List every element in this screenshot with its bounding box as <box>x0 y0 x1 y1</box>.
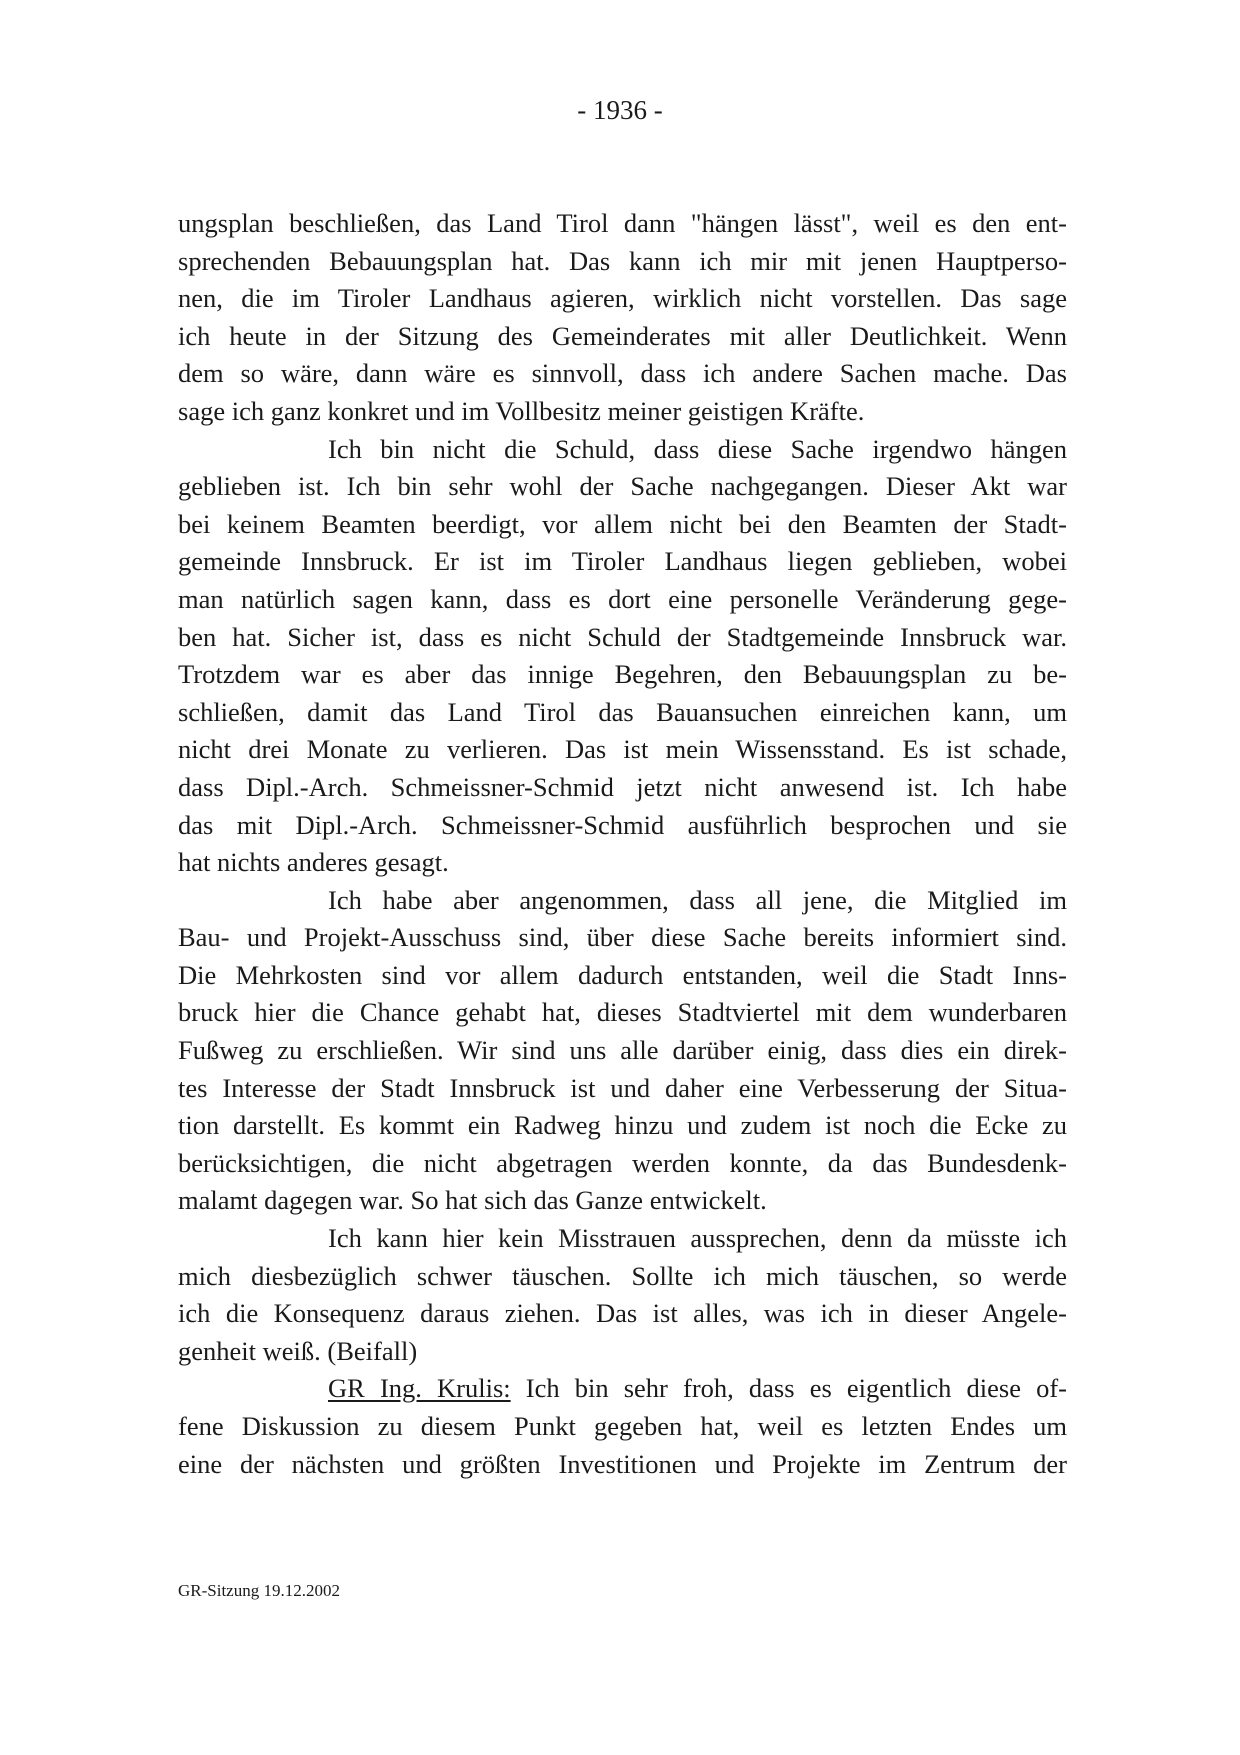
text-line: Die Mehrkosten sind vor allem dadurch entstanden, weil die Stadt Inns- <box>178 959 1067 990</box>
text-line: nicht drei Monate zu verlieren. Das ist mein Wissensstand. Es ist schade, <box>178 734 1067 765</box>
text-line: schließen, damit das Land Tirol das Bauansuchen einreichen kann, um <box>178 696 1067 727</box>
text-line: genheit weiß. (Beifall) <box>178 1335 418 1366</box>
text-line: hat nichts anderes gesagt. <box>178 847 449 878</box>
text-line: malamt dagegen war. So hat sich das Ganze entwickelt. <box>178 1185 767 1216</box>
paragraph <box>178 882 1067 1220</box>
text-line: dass Dipl.-Arch. Schmeissner-Schmid jetzt nicht anwesend ist. Ich habe <box>178 771 1067 802</box>
text-line: ich heute in der Sitzung des Gemeinderates mit aller Deutlichkeit. Wenn <box>178 320 1067 351</box>
text-line: fene Diskussion zu diesem Punkt gegeben hat, weil es letzten Endes um <box>178 1411 1067 1441</box>
text-line: Ich kann hier kein Misstrauen aussprechen, denn da müsste ich <box>328 1223 1067 1254</box>
paragraph <box>178 1220 1067 1370</box>
text-line: Ich habe aber angenommen, dass all jene, die Mitglied im <box>328 884 1067 915</box>
page-number: - 1936 - <box>577 95 663 125</box>
text-line: sprechenden Bebauungsplan hat. Das kann ich mir mit jenen Hauptperso- <box>178 245 1067 276</box>
text-line: bruck hier die Chance gehabt hat, dieses Stadtviertel mit dem wunderbaren <box>178 997 1067 1028</box>
text-line: berücksichtigen, die nicht abgetragen werden konnte, da das Bundesdenk- <box>178 1147 1067 1178</box>
text-line: ben hat. Sicher ist, dass es nicht Schuld der Stadtgemeinde Innsbruck war. <box>178 621 1067 652</box>
page-footer: GR-Sitzung 19.12.2002 <box>178 1581 340 1600</box>
text-line: sage ich ganz konkret und im Vollbesitz meiner geistigen Kräfte. <box>178 395 865 426</box>
text-line: nen, die im Tiroler Landhaus agieren, wirklich nicht vorstellen. Das sage <box>178 283 1067 314</box>
text-line: man natürlich sagen kann, dass es dort eine personelle Veränderung gege- <box>178 583 1067 614</box>
text-line: Trotzdem war es aber das innige Begehren, den Bebauungsplan zu be- <box>178 659 1067 690</box>
speaker-name: GR Ing. Krulis: <box>328 1373 511 1404</box>
document-body <box>178 205 1067 1483</box>
text-line: gemeinde Innsbruck. Er ist im Tiroler Landhaus liegen geblieben, wobei <box>178 546 1067 577</box>
text-line: eine der nächsten und größten Investitionen und Projekte im Zentrum der <box>178 1448 1067 1479</box>
text-line: tion darstellt. Es kommt ein Radweg hinzu und zudem ist noch die Ecke zu <box>178 1110 1067 1141</box>
paragraph <box>178 205 1067 431</box>
speech-paragraph <box>178 1370 1067 1483</box>
paragraph <box>178 431 1067 882</box>
text-line: ich die Konsequenz daraus ziehen. Das ist alles, was ich in dieser Angele- <box>178 1298 1067 1329</box>
text-line: tes Interesse der Stadt Innsbruck ist und daher eine Verbesserung der Situa- <box>178 1072 1067 1103</box>
text-line: Fußweg zu erschließen. Wir sind uns alle darüber einig, dass dies ein direk- <box>178 1035 1067 1066</box>
text-line: Bau- und Projekt-Ausschuss sind, über diese Sache bereits informiert sind. <box>178 922 1067 953</box>
text-line: das mit Dipl.-Arch. Schmeissner-Schmid ausführlich besprochen und sie <box>178 809 1067 840</box>
text-line: ungsplan beschließen, das Land Tirol dann "hängen lässt", weil es den ent- <box>178 208 1067 238</box>
text-line: bei keinem Beamten beerdigt, vor allem nicht bei den Beamten der Stadt- <box>178 508 1067 539</box>
text-line: dem so wäre, dann wäre es sinnvoll, dass ich andere Sachen mache. Das <box>178 358 1067 389</box>
text-line: mich diesbezüglich schwer täuschen. Sollte ich mich täuschen, so werde <box>178 1260 1067 1291</box>
text-line: Ich bin nicht die Schuld, dass diese Sache irgendwo hängen <box>328 433 1067 464</box>
text-line: geblieben ist. Ich bin sehr wohl der Sache nachgegangen. Dieser Akt war <box>178 471 1067 502</box>
text-line <box>178 1370 1067 1408</box>
speech-text: Ich bin sehr froh, dass es eigentlich diese of- <box>510 1373 1067 1404</box>
